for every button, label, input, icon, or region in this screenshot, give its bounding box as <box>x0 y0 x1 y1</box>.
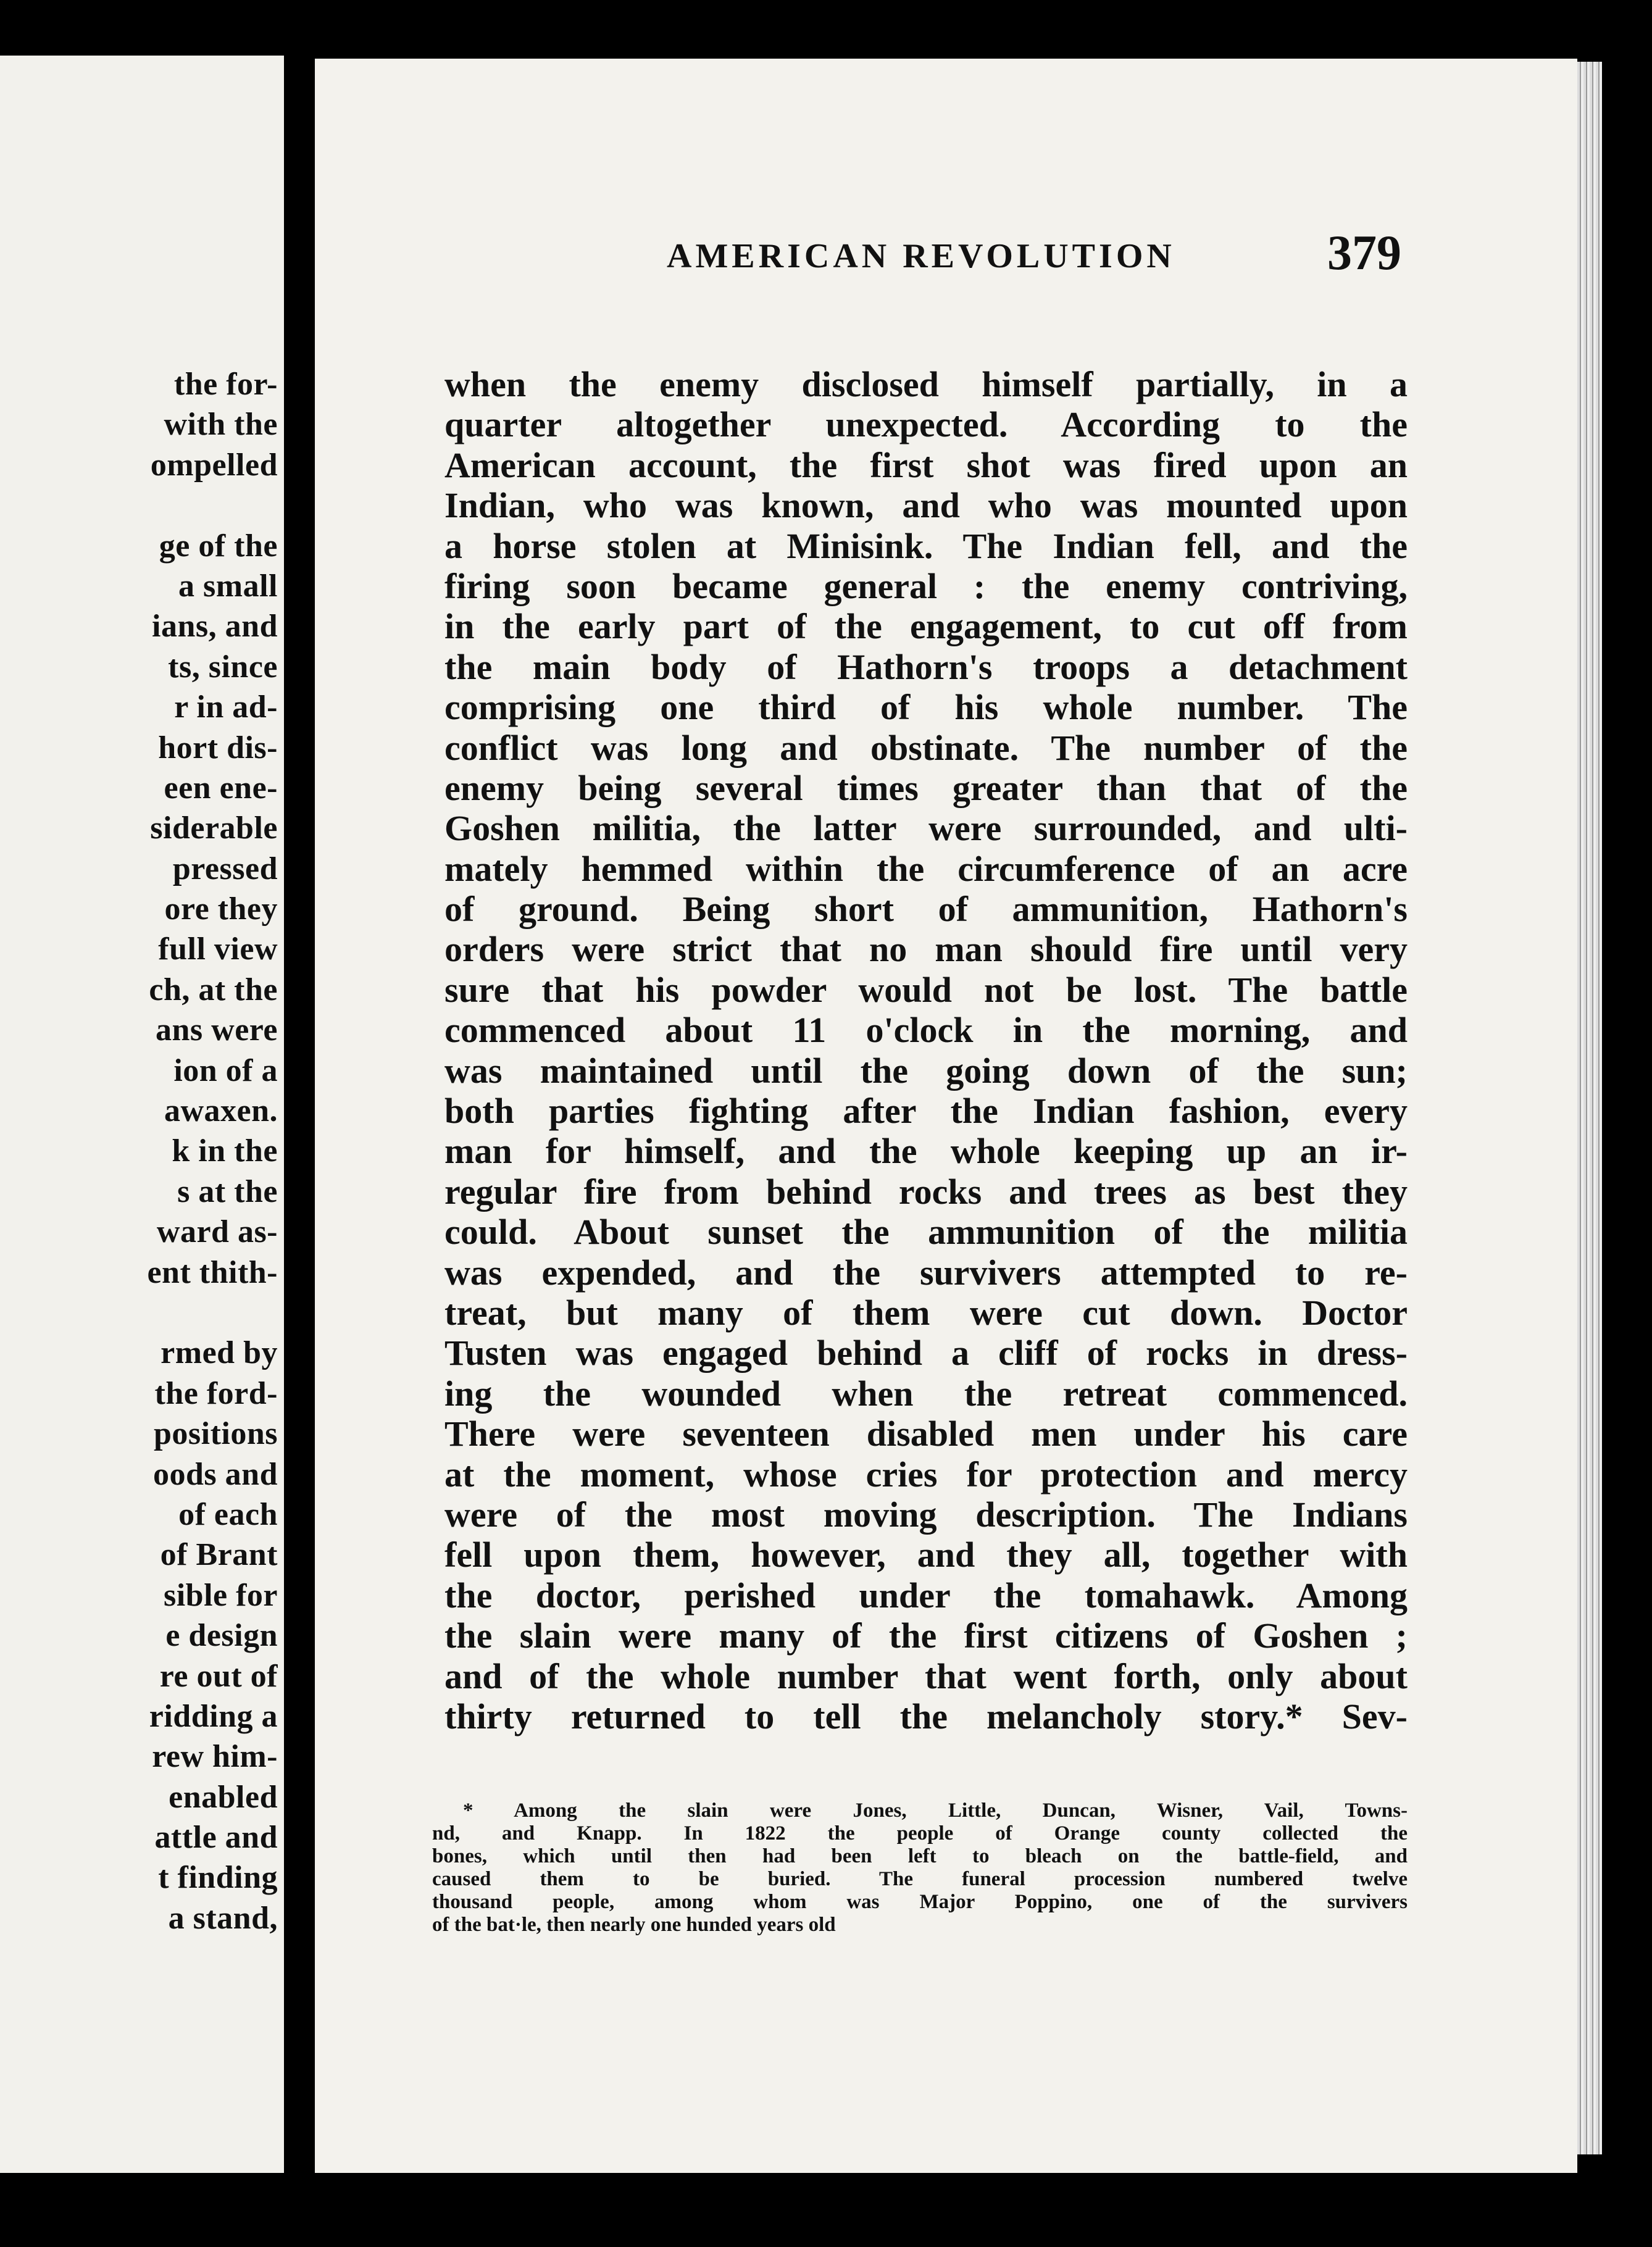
left-page-line: rmed by <box>161 1335 278 1371</box>
body-line: comprising one third of his whole number. The <box>444 687 1408 728</box>
left-page-line: a small <box>178 568 278 604</box>
footnote-line: of the bat·le, then nearly one hunded years old <box>432 1914 836 1936</box>
body-line: in the early part of the engagement, to cut off from <box>444 606 1408 647</box>
left-page-line: ians, and <box>152 609 278 644</box>
body-line: sure that his powder would not be lost. The battle <box>444 969 1408 1010</box>
left-page-line: ompelled <box>150 447 278 483</box>
left-page-line: sible for <box>163 1577 278 1613</box>
body-line: of ground. Being short of ammunition, Hathorn's <box>444 889 1408 930</box>
body-line: was expended, and the survivers attempted to re- <box>444 1252 1408 1293</box>
left-page-line: hort dis- <box>158 730 278 765</box>
body-line: the slain were many of the first citizens of Goshen ; <box>444 1615 1408 1656</box>
left-page-line: e design <box>165 1618 278 1654</box>
footnote-line: caused them to be buried. The funeral procession numbered twelve <box>432 1868 1408 1890</box>
left-page-line: the ford- <box>154 1375 278 1411</box>
body-line: the doctor, perished under the tomahawk. Among <box>444 1575 1408 1615</box>
left-page-line: ion of a <box>173 1053 278 1088</box>
footnote-line: thousand people, among whom was Major Poppino, one of the survivers <box>432 1891 1408 1913</box>
left-page-line: k in the <box>172 1133 278 1169</box>
body-line: Tusten was engaged behind a cliff of rocks in dress- <box>444 1333 1408 1374</box>
book-gutter <box>284 0 315 2247</box>
footnote-line: * Among the slain were Jones, Little, Duncan, Wisner, Vail, Towns- <box>463 1799 1408 1822</box>
left-page-line: enabled <box>169 1779 278 1815</box>
body-line: treat, but many of them were cut down. Doctor <box>444 1292 1408 1333</box>
footnote-line: bones, which until then had been left to bleach on the battle-field, and <box>432 1845 1408 1867</box>
left-page-line: the for- <box>173 367 278 402</box>
body-line: could. About sunset the ammunition of the militia <box>444 1212 1408 1253</box>
left-page-line: rew him- <box>152 1739 278 1775</box>
right-page <box>315 59 1577 2173</box>
body-line: at the moment, whose cries for protection and mercy <box>444 1454 1408 1495</box>
body-line: Goshen militia, the latter were surrounded, and ulti- <box>444 808 1408 849</box>
body-line: firing soon became general : the enemy contriving, <box>444 565 1408 606</box>
body-line: Indian, who was known, and who was mounted upon <box>444 485 1408 526</box>
left-page-line: positions <box>153 1416 278 1452</box>
left-page-line: re out of <box>159 1658 278 1694</box>
left-page-line: r in ad- <box>174 690 278 725</box>
footnote-line: nd, and Knapp. In 1822 the people of Orange county collected the <box>432 1822 1408 1845</box>
body-line: thirty returned to tell the melancholy story.* Sev- <box>444 1696 1408 1736</box>
left-page-line: oods and <box>153 1456 278 1492</box>
body-line: both parties fighting after the Indian fashion, every <box>444 1091 1408 1132</box>
left-page-line: ch, at the <box>149 972 278 1007</box>
left-page-line: siderable <box>150 811 278 846</box>
body-line: was maintained until the going down of the sun; <box>444 1050 1408 1091</box>
body-line: the main body of Hathorn's troops a detachment <box>444 646 1408 687</box>
left-page-line: een ene- <box>164 770 278 806</box>
body-line: orders were strict that no man should fire until very <box>444 929 1408 970</box>
body-line: a horse stolen at Minisink. The Indian fell, and the <box>444 525 1408 566</box>
body-line: American account, the first shot was fired upon an <box>444 444 1408 485</box>
page-number: 379 <box>1327 226 1401 280</box>
left-page-line: ge of the <box>159 528 278 564</box>
left-page-line: awaxen. <box>164 1093 278 1129</box>
body-line: when the enemy disclosed himself partially, in a <box>444 364 1408 404</box>
body-line: conflict was long and obstinate. The number of the <box>444 727 1408 768</box>
body-line: and of the whole number that went forth, only about <box>444 1656 1408 1696</box>
left-page-line: a stand, <box>168 1900 278 1936</box>
left-page-line: ward as- <box>156 1214 278 1250</box>
body-line: mately hemmed within the circumference of an acre <box>444 848 1408 889</box>
left-page-line: ans were <box>155 1012 278 1048</box>
body-line: were of the most moving description. The Indians <box>444 1494 1408 1535</box>
left-page-line: ridding a <box>149 1698 278 1734</box>
left-page-line <box>0 485 278 525</box>
body-text <box>444 364 1408 1736</box>
body-line: enemy being several times greater than that of the <box>444 767 1408 808</box>
left-facing-page <box>0 56 284 2173</box>
left-page-line: ent thith- <box>147 1254 278 1290</box>
running-head-title: AMERICAN REVOLUTION <box>667 237 1175 275</box>
left-page-line: attle and <box>154 1820 278 1856</box>
body-line: man for himself, and the whole keeping up an ir- <box>444 1131 1408 1172</box>
body-line: commenced about 11 o'clock in the morning, and <box>444 1010 1408 1051</box>
left-page-line: s at the <box>177 1174 278 1209</box>
left-page-line: full view <box>158 932 278 967</box>
body-line: There were seventeen disabled men under his care <box>444 1414 1408 1454</box>
left-page-line: t finding <box>158 1860 278 1896</box>
body-line: quarter altogether unexpected. According to the <box>444 404 1408 445</box>
body-line: regular fire from behind rocks and trees as best they <box>444 1171 1408 1212</box>
body-line: fell upon them, however, and they all, together with <box>444 1535 1408 1575</box>
left-page-text <box>0 364 278 1938</box>
left-page-line: with the <box>164 407 278 443</box>
footnote <box>432 1799 1408 1936</box>
left-page-line: ore they <box>164 891 278 927</box>
left-page-line: of Brant <box>160 1537 278 1573</box>
left-page-line: pressed <box>172 851 278 886</box>
body-line: ing the wounded when the retreat commenced. <box>444 1373 1408 1414</box>
running-head <box>315 225 1577 293</box>
page-edges <box>1577 62 1602 2154</box>
left-page-line: ts, since <box>168 649 278 685</box>
left-page-line <box>0 1293 278 1333</box>
left-page-line: of each <box>178 1496 278 1532</box>
